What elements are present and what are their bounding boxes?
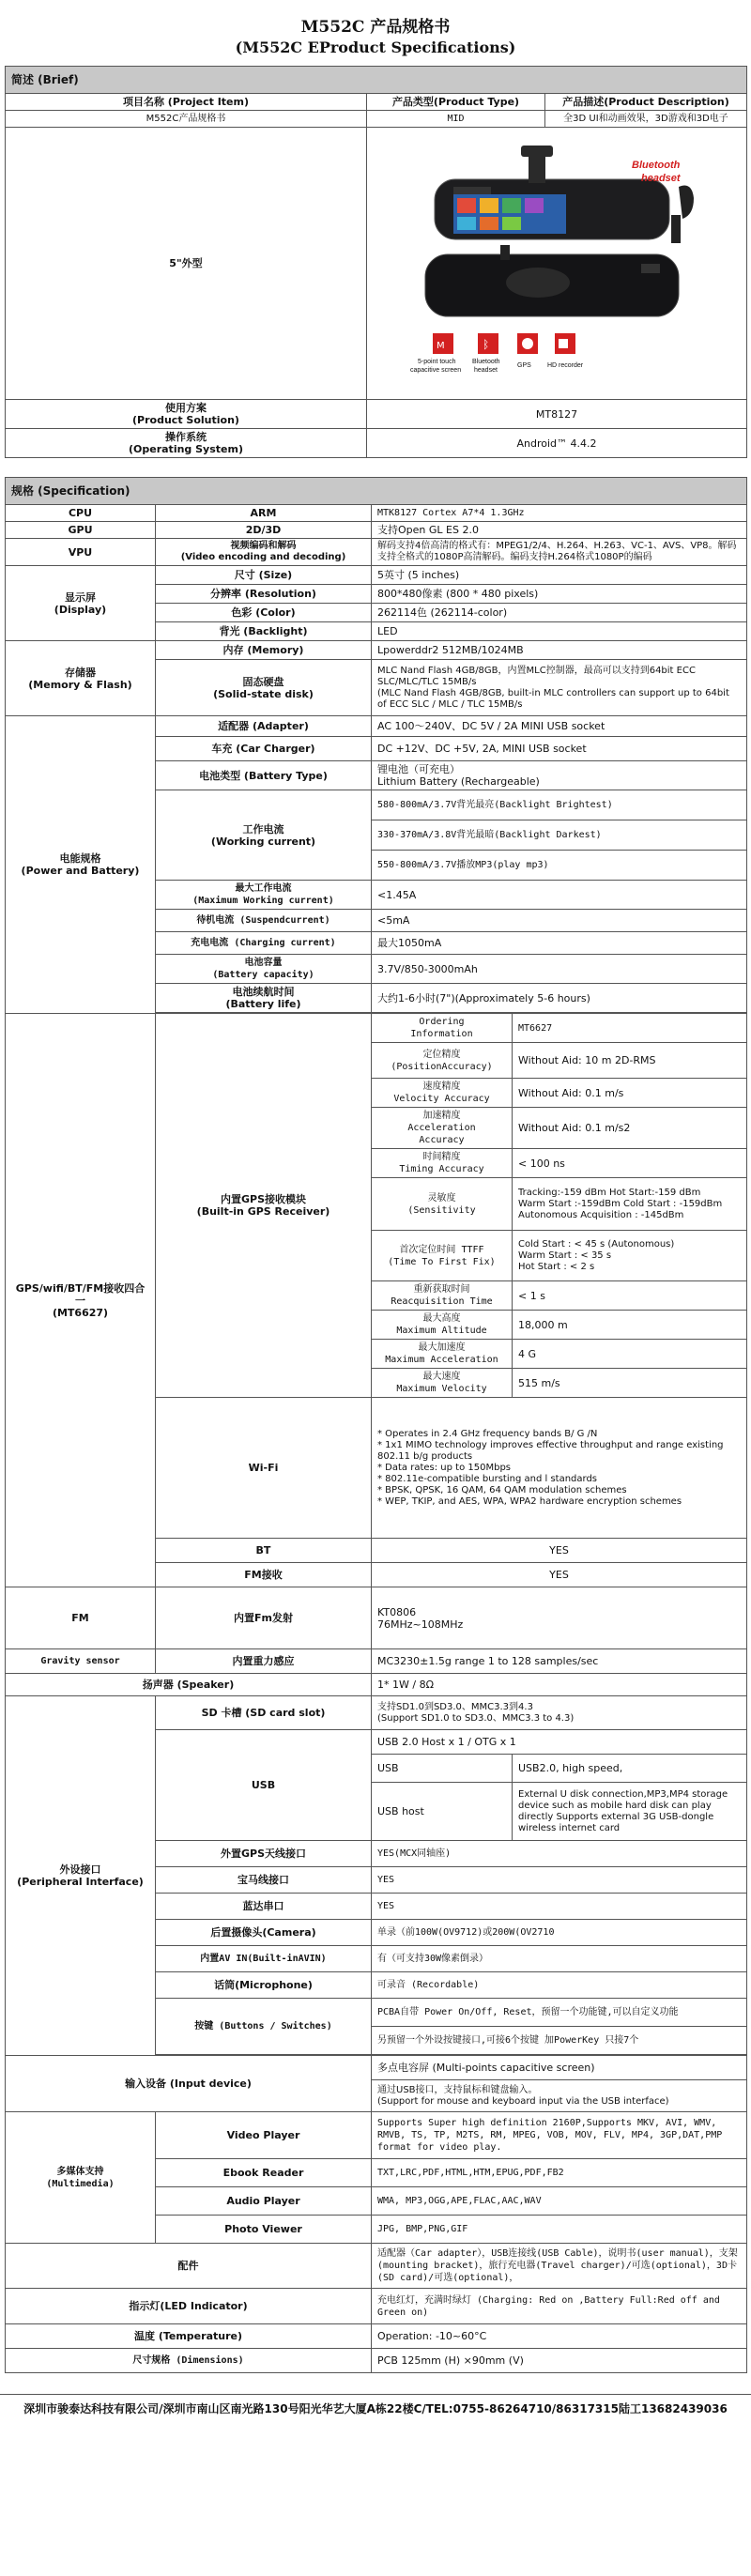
memory-key: 内存 (Memory) [156,641,372,660]
solution-value: MT8127 [367,400,747,429]
ssd-value: MLC Nand Flash 4GB/8GB，内置MLC控制器，最高可以支持到64bit ECC SLC/MLC/TLC 15MB/s (MLC Nand Flash 4GB/8GB, built-in MLC controllers can support up to 64bit of ECC SLC / MLC / TLC 15MB/s [372,660,747,716]
fm-receive-value: YES [372,1563,747,1587]
usb-host-value: External U disk connection,MP3,MP4 storage device such as mobile hard disk can play directly Supports external 3G USB-dongle wireless internet card [513,1783,747,1841]
speaker-key: 扬声器 (Speaker) [6,1674,372,1696]
gps-ttff-value: Cold Start : < 45 s (Autonomous) Warm Start : < 35 s Hot Start : < 2 s [513,1231,747,1281]
audio-player-value: WMA, MP3,OGG,APE,FLAC,AAC,WAV [372,2187,747,2216]
mic-key: 话筒(Microphone) [156,1972,372,1999]
storage-label: 存储器 (Memory & Flash) [6,641,156,716]
bmw-key: 宝马线接口 [156,1867,372,1894]
av-in-value: 有（可支持30W像素倒录） [372,1946,747,1972]
col-project-item: 项目名称 (Project Item) [6,94,367,111]
gps-reacq-value: < 1 s [513,1281,747,1311]
col-product-type: 产品类型(Product Type) [367,94,545,111]
gps-ordering-key: Ordering Information [372,1014,513,1043]
battery-capacity-value: 3.7V/850-3000mAh [372,955,747,984]
buttons-value-1: PCBA自带 Power On/Off, Reset，预留一个功能键,可以自定义功能 [372,1999,747,2027]
title-cn: M552C 产品规格书 [300,18,451,37]
gpu-sub: 2D/3D [156,522,372,539]
usb-key: USB [372,1755,513,1783]
svg-text:GPS: GPS [517,361,531,369]
usb-host-key: USB host [372,1783,513,1841]
working-current-bright: 580-800mA/3.7V背光最亮(Backlight Brightest) [372,790,747,820]
fm-value: KT0806 76MHz~108MHz [372,1587,747,1649]
gps-accel-value: Without Aid: 0.1 m/s2 [513,1108,747,1149]
adapter-key: 适配器 (Adapter) [156,716,372,737]
project-item-value: M552C产品规格书 [6,111,367,128]
brief-section-header: 简述 (Brief) [6,67,747,94]
charging-current-key: 充电电流 (Charging current) [156,932,372,955]
display-backlight-key: 背光 (Backlight) [156,622,372,641]
working-current-mp3: 550-800mA/3.7V播放MP3(play mp3) [372,851,747,881]
bt-value: YES [372,1539,747,1563]
camera-key: 后置摄像头(Camera) [156,1920,372,1946]
wifi-value: * Operates in 2.4 GHz frequency bands B/ G /N * 1x1 MIMO technology improves effective throughput and range existing 802.11 b/g products * Data rates: up to 150Mbps * 802.11e-compatible bursting and l standards * BPSK, QPSK, 16 QAM, 64 QAM modulation schemes * WEP, TKIP, and AES, WPA, WPA2 hardware encryption schemes [372,1398,747,1539]
solution-label: 使用方案 (Product Solution) [6,400,367,429]
working-current-label: 工作电流 (Working current) [156,790,372,881]
cpu-label: CPU [6,505,156,522]
gps-reacq-key: 重新获取时间 Reacquisition Time [372,1281,513,1311]
company-footer: 深圳市骏泰达科技有限公司/深圳市南山区南光路130号阳光华艺大厦A栋22楼C/TEL:0755-86264710/86317315陆工13682439036 [0,2394,751,2416]
speaker-value: 1* 1W / 8Ω [372,1674,747,1696]
svg-text:headset: headset [641,172,681,184]
gps-timing-key: 时间精度 Timing Accuracy [372,1149,513,1178]
gps-receiver-label: 内置GPS接收模块 (Built-in GPS Receiver) [156,1014,372,1398]
photo-viewer-value: JPG, BMP,PNG,GIF [372,2216,747,2244]
display-label: 显示屏 (Display) [6,566,156,641]
display-color-key: 色彩 (Color) [156,604,372,622]
svg-text:5-point touch: 5-point touch [418,358,456,365]
gpu-label: GPU [6,522,156,539]
audio-player-key: Audio Player [156,2187,372,2216]
fm-label: FM [6,1587,156,1649]
ebook-key: Ebook Reader [156,2159,372,2187]
led-value: 充电红灯，充满时绿灯 (Charging: Red on ,Battery Full:Red off and Green on) [372,2289,747,2324]
gps-sensitivity-value: Tracking:-159 dBm Hot Start:-159 dBm Warm Start :-159dBm Cold Start : -159dBm Autonomous Acquisition : -145dBm [513,1178,747,1231]
gpu-value: 支持Open GL ES 2.0 [372,522,747,539]
max-current-key: 最大工作电流 (Maximum Working current) [156,881,372,910]
gps-max-velocity-key: 最大速度 Maximum Velocity [372,1369,513,1398]
svg-text:M: M [437,340,445,351]
video-player-value: Supports Super high definition 2160P,Supports MKV, AVI, WMV, RMVB, TS, TP, M2TS, RM, MPEG, VOB, MOV, FLV, MP4, 3GP,DAT,PMP format for video play. [372,2112,747,2159]
appearance-label: 5"外型 [6,128,367,400]
product-desc-value: 全3D UI和动画效果，3D游戏和3D电子 [545,111,747,128]
temperature-value: Operation: -10~60°C [372,2324,747,2349]
temperature-key: 温度 (Temperature) [6,2324,372,2349]
av-in-key: 内置AV IN(Built-inAVIN) [156,1946,372,1972]
gps-timing-value: < 100 ns [513,1149,747,1178]
wifi-label: Wi-Fi [156,1398,372,1539]
display-resolution-key: 分辨率 (Resolution) [156,585,372,604]
car-charger-value: DC +12V、DC +5V, 2A, MINI USB socket [372,737,747,761]
bt-label: BT [156,1539,372,1563]
memory-value: Lpowerddr2 512MB/1024MB [372,641,747,660]
adapter-value: AC 100～240V、DC 5V / 2A MINI USB socket [372,716,747,737]
gravity-label: Gravity sensor [6,1649,156,1674]
accessories-value: 适配器（Car adapter），USB连接线(USB Cable)，说明书(user manual)，支架(mounting bracket)，旅行充电器(Travel charger)/可选(optional)，3D卡(SD card)/可选(optional)， [372,2244,747,2289]
dimensions-key: 尺寸规格 (Dimensions) [6,2349,372,2373]
cpu-value: MTK8127 Cortex A7*4 1.3GHz [372,505,747,522]
multimedia-label: 多媒体支持 (Multimedia) [6,2112,156,2244]
os-value: Android™ 4.4.2 [367,429,747,458]
power-label: 电能规格 (Power and Battery) [6,716,156,1014]
accessories-key: 配件 [6,2244,372,2289]
gps-accel-key: 加速精度 Acceleration Accuracy [372,1108,513,1149]
ssd-key: 固态硬盘 (Solid-state disk) [156,660,372,716]
sd-value: 支持SD1.0到SD3.0、MMC3.3到4.3 (Support SD1.0 to SD3.0、MMC3.3 to 4.3) [372,1696,747,1730]
sd-key: SD 卡槽 (SD card slot) [156,1696,372,1730]
serial-value: YES [372,1894,747,1920]
display-size-key: 尺寸 (Size) [156,566,372,585]
display-backlight-value: LED [372,622,747,641]
title-en: (M552C EProduct Specifications) [235,38,516,56]
gps-altitude-key: 最大高度 Maximum Altitude [372,1311,513,1340]
buttons-value-2: 另预留一个外设按键接口,可接6个按键 加PowerKey 只接7个 [372,2027,747,2055]
vpu-sub: 视频编码和解码 (Video encoding and decoding) [156,539,372,566]
gps-altitude-value: 18,000 m [513,1311,747,1340]
gps-max-velocity-value: 515 m/s [513,1369,747,1398]
suspend-current-key: 待机电流 (Suspendcurrent) [156,910,372,932]
spec-table [5,477,747,2373]
brief-table [5,66,747,458]
display-size-value: 5英寸 (5 inches) [372,566,747,585]
ext-gps-key: 外置GPS天线接口 [156,1841,372,1867]
ebook-value: TXT,LRC,PDF,HTML,HTM,EPUG,PDF,FB2 [372,2159,747,2187]
gravity-sub: 内置重力感应 [156,1649,372,1674]
gps-position-value: Without Aid: 10 m 2D-RMS [513,1043,747,1079]
vpu-label: VPU [6,539,156,566]
gps-velocity-value: Without Aid: 0.1 m/s [513,1079,747,1108]
svg-text:capacitive screen: capacitive screen [410,366,462,374]
document-title [0,0,751,66]
gps-max-accel-value: 4 G [513,1340,747,1369]
fm-receive-label: FM接收 [156,1563,372,1587]
spec-section-header: 规格 (Specification) [6,478,747,505]
display-color-value: 262114色 (262114-color) [372,604,747,622]
led-key: 指示灯(LED Indicator) [6,2289,372,2324]
battery-life-value: 大约1-6小时(7")(Approximately 5-6 hours) [372,984,747,1013]
working-current-dark: 330-370mA/3.8V背光最暗(Backlight Darkest) [372,820,747,851]
battery-type-key: 电池类型 (Battery Type) [156,761,372,790]
bmw-value: YES [372,1867,747,1894]
serial-key: 蓝达串口 [156,1894,372,1920]
gps-sensitivity-key: 灵敏度 (Sensitivity [372,1178,513,1231]
usb-value: USB2.0, high speed, [513,1755,747,1783]
svg-text:headset: headset [474,366,498,374]
gps-velocity-key: 速度精度 Velocity Accuracy [372,1079,513,1108]
gps-ordering-value: MT6627 [513,1014,747,1043]
battery-capacity-key: 电池容量 (Battery capacity) [156,955,372,984]
max-current-value: <1.45A [372,881,747,910]
ext-gps-value: YES(MCX同轴座) [372,1841,747,1867]
svg-text:Bluetooth: Bluetooth [472,358,500,365]
cpu-sub: ARM [156,505,372,522]
input-device-value-1: 多点电容屏 (Multi-points capacitive screen) [372,2056,747,2080]
peripheral-label: 外设接口 (Peripheral Interface) [6,1696,156,2056]
input-device-value-2: 通过USB接口，支持鼠标和键盘输入。 (Support for mouse and keyboard input via the USB interface) [372,2080,747,2112]
fm-sub: 内置Fm发射 [156,1587,372,1649]
suspend-current-value: <5mA [372,910,747,932]
gps-ttff-key: 首次定位时间 TTFF (Time To First Fix) [372,1231,513,1281]
gravity-value: MC3230±1.5g range 1 to 128 samples/sec [372,1649,747,1674]
os-label: 操作系统 (Operating System) [6,429,367,458]
svg-text:ᛒ: ᛒ [483,337,490,351]
product-image-cell [367,128,747,400]
gps-combo-label: GPS/wifi/BT/FM接收四合一 (MT6627) [6,1014,156,1587]
product-type-value: MID [367,111,545,128]
battery-life-key: 电池续航时间 (Battery life) [156,984,372,1013]
buttons-key: 按键 (Buttons / Switches) [156,1999,372,2055]
camera-value: 单录（前100W(OV9712)或200W(OV2710 [372,1920,747,1946]
usb-top-value: USB 2.0 Host x 1 / OTG x 1 [372,1730,747,1755]
car-charger-key: 车充 (Car Charger) [156,737,372,761]
bluetooth-callout: Bluetooth [632,159,681,171]
display-resolution-value: 800*480像素 (800 * 480 pixels) [372,585,747,604]
col-product-desc: 产品描述(Product Description) [545,94,747,111]
vpu-value: 解码支持4倍高清的格式有：MPEG1/2/4、H.264、H.263、VC-1、AVS、VP8。解码支持全格式的1080P高清解码。编码支持H.264格式1080P的编码 [372,539,747,566]
svg-text:HD recorder: HD recorder [547,361,584,369]
charging-current-value: 最大1050mA [372,932,747,955]
battery-type-value: 锂电池（可充电） Lithium Battery (Rechargeable) [372,761,747,790]
product-image [397,132,716,395]
video-player-key: Video Player [156,2112,372,2159]
gps-max-accel-key: 最大加速度 Maximum Acceleration [372,1340,513,1369]
input-device-label: 输入设备 (Input device) [6,2056,372,2112]
mic-value: 可录音 (Recordable) [372,1972,747,1999]
photo-viewer-key: Photo Viewer [156,2216,372,2244]
dimensions-value: PCB 125mm (H) ×90mm (V) [372,2349,747,2373]
usb-label: USB [156,1730,372,1841]
gps-position-key: 定位精度 (PositionAccuracy) [372,1043,513,1079]
